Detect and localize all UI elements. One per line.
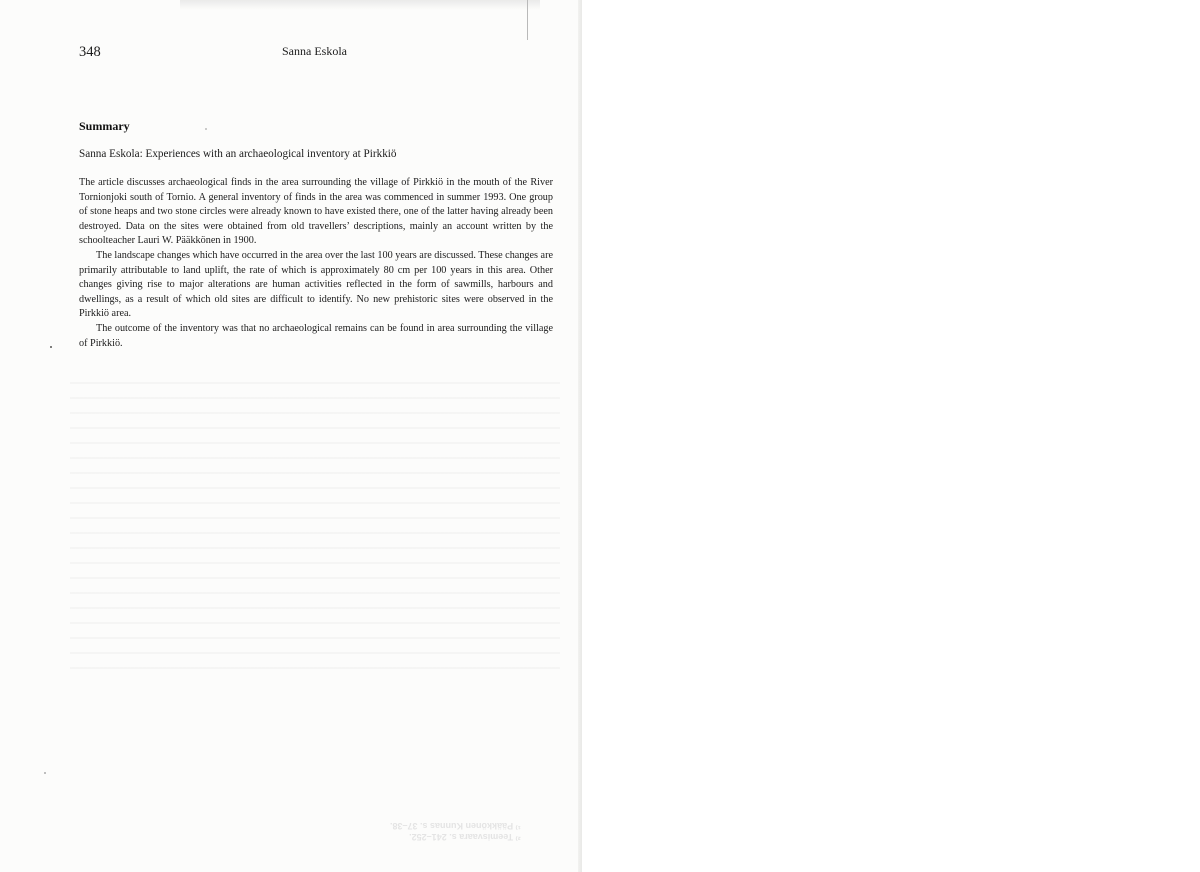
scanned-page [0,0,582,872]
scan-shadow [180,0,540,10]
bleed-through-line: ²⁾ Teemisvaara s. 241–252. [409,832,521,842]
bleed-through-footnotes [390,820,521,842]
summary-paragraph: The outcome of the inventory was that no archaeological remains can be found in area surrounding the village of Pirkkiö. [79,322,553,349]
summary-paragraph: The article discusses archaeological finds in the area surrounding the village of Pirkkiö in the mouth of the River Tornionjoki south of Tornio. A general inventory of finds in the area was commenced in summer 1993. One group of stone heaps and two stone circles were already known to have existed there, one of the latter having already been destroyed. Data on the sites were obtained from old travellers’ descriptions, mainly an account written by the schoolteacher Lauri W. Pääkkönen in 1900. [79,177,553,247]
scan-speck [205,128,207,130]
section-heading: Summary [79,119,130,133]
summary-title: Sanna Eskola: Experiences with an archaeological inventory at Pirkkiö [79,148,397,160]
page-crease [527,0,528,40]
page-edge [578,0,582,872]
bleed-through-lines [70,372,560,672]
running-head-author: Sanna Eskola [282,44,347,58]
summary-body [79,176,553,351]
scan-speck [44,772,46,774]
bleed-through-line: ¹⁾ Pääkkönen Kunnas s. 37–38. [390,821,521,831]
summary-paragraph: The landscape changes which have occurred in the area over the last 100 years are discussed. These changes are primarily attributable to land uplift, the rate of which is approximately 80 cm per 100 years in this area. Other changes giving rise to major alterations are human activities reflected in the form of sawmills, harbours and dwellings, as a result of which old sites are difficult to identify. No new prehistoric sites were observed in the Pirkkiö area. [79,249,553,320]
scan-speck [50,346,52,348]
page-number: 348 [79,44,101,60]
